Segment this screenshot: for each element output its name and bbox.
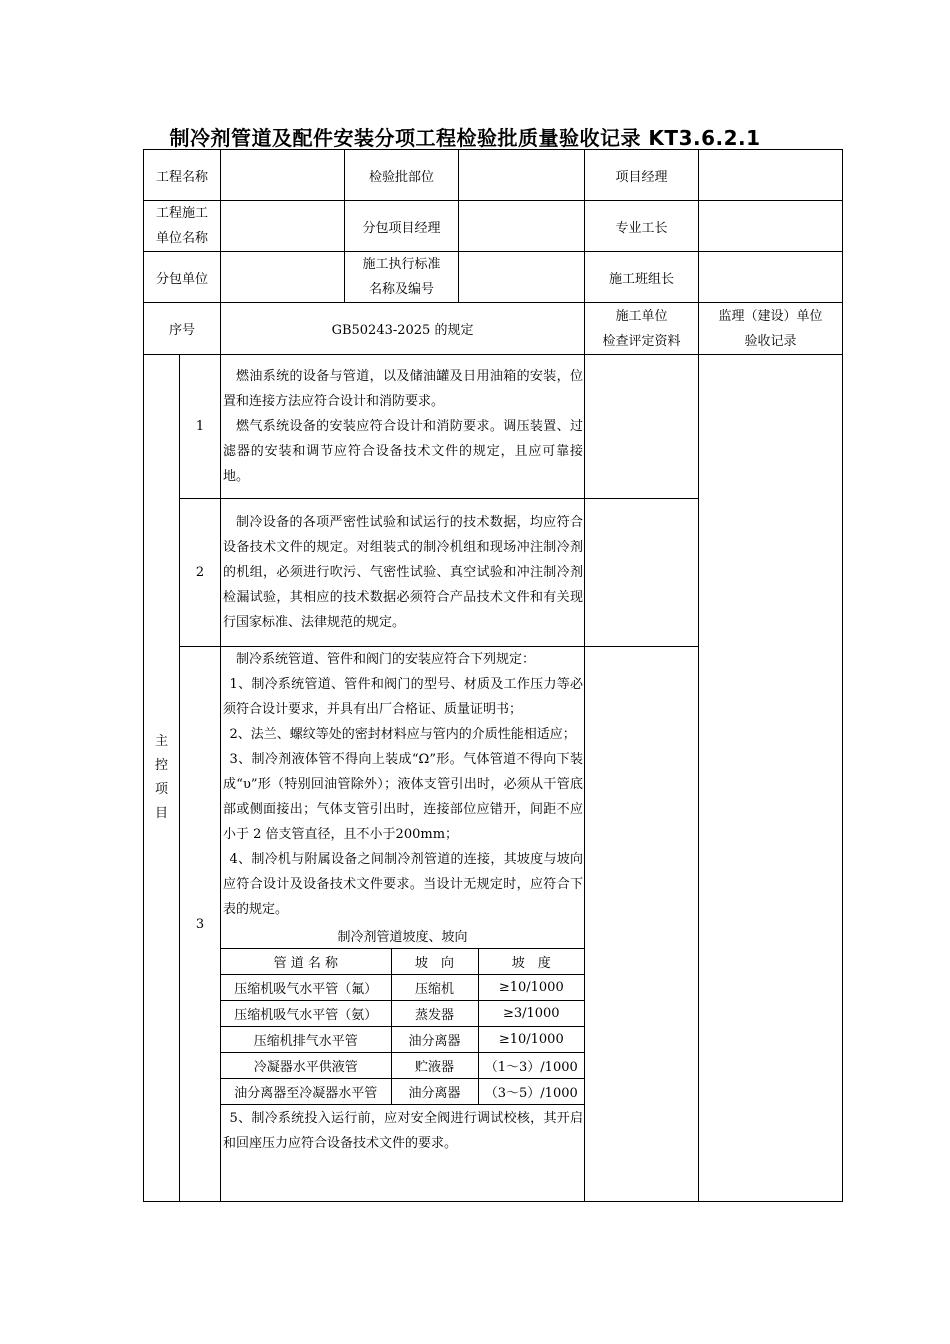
slope-value-cell: ≥10/1000 [478, 1027, 584, 1053]
inspection-part-value[interactable] [459, 150, 585, 201]
header-row-1 [144, 150, 843, 201]
slope-direction-cell: 压缩机 [391, 975, 478, 1001]
pipe-name-cell: 油分离器至冷凝器水平管 [221, 1079, 391, 1105]
supervisor-label-line1: 监理（建设）单位 [718, 308, 823, 324]
pipe-name-cell: 冷凝器水平供液管 [221, 1053, 391, 1079]
sub-manager-label: 分包项目经理 [345, 201, 459, 252]
slope-direction-cell: 贮液器 [391, 1053, 478, 1079]
slope-table [221, 923, 584, 1105]
slope-direction-cell: 油分离器 [391, 1079, 478, 1105]
item-no: 3 [180, 647, 221, 1202]
item-no: 1 [180, 355, 221, 499]
slope-value-cell: （1～3）/1000 [478, 1053, 584, 1079]
item-clause: 1、制冷系统管道、管件和阀门的型号、材质及工作压力等必须符合设计要求，并具有出厂合格证、质量证明书； [223, 677, 584, 717]
spec-label: GB50243-2025 的规定 [221, 303, 585, 355]
main-control-label [144, 355, 180, 1202]
slope-table-row [221, 975, 584, 1001]
slope-table-row [221, 1027, 584, 1053]
project-manager-value[interactable] [699, 150, 843, 201]
item-no: 2 [180, 499, 221, 647]
contractor-value[interactable] [221, 201, 345, 252]
slope-table-row [221, 1001, 584, 1027]
item-check-cell[interactable] [585, 499, 699, 647]
item-content [221, 499, 585, 647]
page-title: 制冷剂管道及配件安装分项工程检验批质量验收记录 KT3.6.2.1 [169, 126, 761, 150]
check-label-line2: 检查评定资料 [602, 333, 681, 349]
slope-table-row [221, 1053, 584, 1079]
item-clause: 2、法兰、螺纹等处的密封材料应与管内的介质性能相适应； [229, 727, 576, 742]
supervisor-record-cell[interactable] [699, 355, 843, 1202]
slope-table-caption: 制冷剂管道坡度、坡向 [221, 923, 584, 949]
sub-unit-value[interactable] [221, 252, 345, 303]
slope-header-cell: 管 道 名 称 [221, 949, 391, 975]
item-paragraph: 制冷设备的各项严密性试验和试运行的技术数据，均应符合设备技术文件的规定。对组装式的制冷机组和现场冲注制冷剂的机组，必须进行吹污、气密性试验、真空试验和冲注制冷剂检漏试验，其相应的技术数据必须符合产品技术文件和有关现行国家标准、法律规范的规定。 [223, 515, 584, 630]
check-label-line1: 施工单位 [615, 308, 668, 324]
item-paragraph: 燃气系统设备的安装应符合设计和消防要求。调压装置、过滤器的安装和调节应符合设备技术文件的规定，且应可靠接地。 [223, 419, 584, 484]
standard-label [345, 252, 459, 303]
seq-label: 序号 [144, 303, 221, 355]
pipe-name-cell: 压缩机排气水平管 [221, 1027, 391, 1053]
supervisor-label [699, 303, 843, 355]
contractor-label-line1: 工程施工 [156, 206, 209, 221]
main-control-char: 主 [154, 734, 168, 749]
slope-direction-cell: 油分离器 [391, 1027, 478, 1053]
main-control-char: 目 [154, 806, 168, 821]
pipe-name-cell: 压缩机吸气水平管（氨） [221, 1001, 391, 1027]
standard-label-line1: 施工执行标准 [362, 257, 441, 272]
inspection-part-label: 检验批部位 [345, 150, 459, 201]
foreman-label: 专业工长 [585, 201, 699, 252]
project-name-label: 工程名称 [144, 150, 221, 201]
header-row-3 [144, 252, 843, 303]
item-check-cell[interactable] [585, 647, 699, 1202]
check-label [585, 303, 699, 355]
inspection-record-table [143, 149, 843, 1202]
project-manager-label: 项目经理 [585, 150, 699, 201]
item-intro: 制冷系统管道、管件和阀门的安装应符合下列规定： [236, 652, 536, 667]
sub-manager-value[interactable] [459, 201, 585, 252]
slope-direction-cell: 蒸发器 [391, 1001, 478, 1027]
team-leader-value[interactable] [699, 252, 843, 303]
contractor-label [144, 201, 221, 252]
header-row-4 [144, 303, 843, 355]
standard-value[interactable] [459, 252, 585, 303]
item-clause: 5、制冷系统投入运行前，应对安全阀进行调试校核，其开启和回座压力应符合设备技术文件的要求。 [223, 1111, 584, 1151]
supervisor-label-line2: 验收记录 [744, 333, 797, 349]
slope-header-cell: 坡 向 [391, 949, 478, 975]
item-row-1 [144, 355, 843, 499]
main-control-char: 控 [154, 758, 168, 773]
item-content [221, 647, 585, 1202]
team-leader-label: 施工班组长 [585, 252, 699, 303]
contractor-label-line2: 单位名称 [156, 231, 209, 246]
item-clause: 3、制冷剂液体管不得向上装成“Ω”形。气体管道不得向下装成“υ”形（特别回油管除外）；液体支管引出时，必须从干管底部或侧面接出；气体支管引出时，连接部位应错开，间距不应小于 2 倍支管直径，且不小于200mm； [223, 752, 584, 842]
slope-value-cell: ≥3/1000 [478, 1001, 584, 1027]
item-check-cell[interactable] [585, 355, 699, 499]
foreman-value[interactable] [699, 201, 843, 252]
slope-value-cell: （3～5）/1000 [478, 1079, 584, 1105]
main-control-char: 项 [154, 782, 168, 797]
slope-header-cell: 坡 度 [478, 949, 584, 975]
item-content [221, 355, 585, 499]
header-row-2 [144, 201, 843, 252]
slope-table-row [221, 1079, 584, 1105]
slope-table-header [221, 949, 584, 975]
standard-label-line2: 名称及编号 [369, 282, 435, 297]
slope-value-cell: ≥10/1000 [478, 975, 584, 1001]
pipe-name-cell: 压缩机吸气水平管（氟） [221, 975, 391, 1001]
item-clause: 4、制冷机与附属设备之间制冷剂管道的连接，其坡度与坡向应符合设计及设备技术文件要求。当设计无规定时，应符合下表的规定。 [223, 852, 584, 917]
sub-unit-label: 分包单位 [144, 252, 221, 303]
project-name-value[interactable] [221, 150, 345, 201]
item-paragraph: 燃油系统的设备与管道，以及储油罐及日用油箱的安装，位置和连接方法应符合设计和消防要求。 [223, 369, 584, 409]
